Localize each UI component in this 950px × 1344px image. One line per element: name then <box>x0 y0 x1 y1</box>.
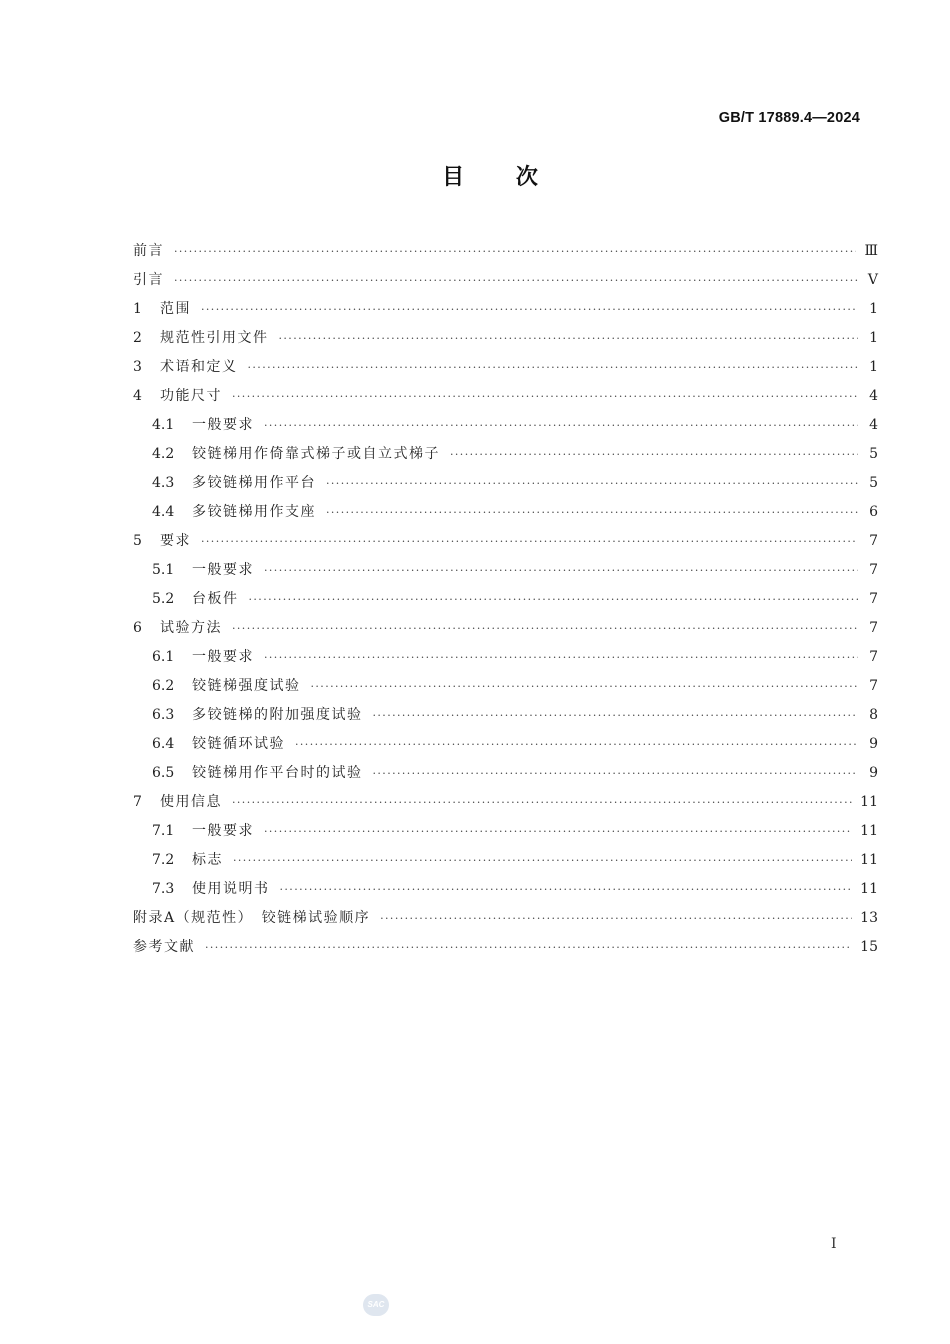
toc-entry-number: 5.1 <box>152 562 175 578</box>
toc-entry-page: 6 <box>869 504 878 520</box>
toc-entry-page: 1 <box>869 330 878 346</box>
toc-entry-number: 3 <box>133 359 142 375</box>
toc-entry-page: 8 <box>869 707 878 723</box>
toc-entry-page: Ⅴ <box>867 272 878 288</box>
toc-leader-dots <box>373 710 859 721</box>
toc-leader-dots <box>264 565 858 576</box>
toc-entry-label: 试验方法 <box>160 620 222 636</box>
toc-leader-dots <box>205 942 852 953</box>
toc-entry-number: 4.1 <box>152 417 175 433</box>
toc-leader-dots <box>279 333 859 344</box>
toc-entry-number: 4.2 <box>152 446 175 462</box>
toc-entry[interactable] <box>133 675 878 704</box>
toc-entry[interactable] <box>133 617 878 646</box>
toc-leader-dots <box>248 362 859 373</box>
toc-entry-label: 参考文献 <box>133 939 195 955</box>
toc-entry-label: 范围 <box>160 301 191 317</box>
toc-entry[interactable] <box>133 356 878 385</box>
toc-entry[interactable] <box>133 820 878 849</box>
toc-entry-label: 一般要求 <box>192 562 254 578</box>
toc-entry-label: 铰链梯用作平台时的试验 <box>192 765 363 781</box>
toc-entry-page: 1 <box>869 301 878 317</box>
toc-entry-page: 11 <box>860 823 878 839</box>
toc-entry-page: 1 <box>869 359 878 375</box>
toc-leader-dots <box>326 478 858 489</box>
toc-entry[interactable] <box>133 472 878 501</box>
toc-entry[interactable] <box>133 791 878 820</box>
toc-entry-page: 7 <box>869 678 878 694</box>
toc-entry[interactable] <box>133 501 878 530</box>
toc-entry-number: 7.1 <box>152 823 175 839</box>
toc-entry-page: 4 <box>869 417 878 433</box>
toc-entry-page: 9 <box>869 736 878 752</box>
toc-entry-label: 多铰链梯的附加强度试验 <box>192 707 363 723</box>
toc-entry-number: 7 <box>133 794 142 810</box>
toc-entry-label: 要求 <box>160 533 191 549</box>
toc-entry[interactable] <box>133 646 878 675</box>
toc-entry[interactable] <box>133 588 878 617</box>
toc-entry-number: 2 <box>133 330 142 346</box>
toc-entry-number: 7.3 <box>152 881 175 897</box>
toc-entry-label: 使用信息 <box>160 794 222 810</box>
toc-entry-label: 多铰链梯用作支座 <box>192 504 316 520</box>
toc-entry[interactable] <box>133 327 878 356</box>
toc-leader-dots <box>174 275 858 286</box>
toc-entry-label: 铰链梯强度试验 <box>192 678 301 694</box>
toc-entry-label: 一般要求 <box>192 417 254 433</box>
standard-code: GB/T 17889.4—2024 <box>718 110 860 126</box>
toc-entry-number: 6 <box>133 620 142 636</box>
toc-entry-number: 6.2 <box>152 678 175 694</box>
toc-entry-page: 7 <box>869 591 878 607</box>
toc-entry-page: 5 <box>869 446 878 462</box>
toc-entry-number: 4.4 <box>152 504 175 520</box>
toc-entry-label: 铰链梯用作倚靠式梯子或自立式梯子 <box>192 446 440 462</box>
toc-leader-dots <box>201 304 858 315</box>
page-title: 目 次 <box>442 165 538 190</box>
toc-leader-dots <box>373 768 859 779</box>
toc-entry[interactable] <box>133 269 878 298</box>
toc-leader-dots <box>450 449 858 460</box>
toc-entry-page: 11 <box>860 881 878 897</box>
toc-entry-number: 5 <box>133 533 142 549</box>
toc-leader-dots <box>201 536 858 547</box>
toc-entry-page: 11 <box>860 852 878 868</box>
toc-leader-dots <box>380 913 852 924</box>
toc-leader-dots <box>264 652 858 663</box>
toc-entry-label: 引言 <box>133 272 164 288</box>
toc-entry-page: 5 <box>869 475 878 491</box>
toc-entry-number: 4 <box>133 388 142 404</box>
toc-leader-dots <box>295 739 858 750</box>
toc-entry-label: 一般要求 <box>192 649 254 665</box>
toc-leader-dots <box>232 797 852 808</box>
toc-entry-label: 多铰链梯用作平台 <box>192 475 316 491</box>
toc-leader-dots <box>174 246 856 257</box>
toc-entry-label: 使用说明书 <box>192 881 270 897</box>
toc-entry[interactable] <box>133 443 878 472</box>
sac-logo-icon: SAC <box>363 1294 389 1316</box>
toc-entry-page: 15 <box>860 939 878 955</box>
toc-entry-label: 功能尺寸 <box>160 388 222 404</box>
toc-entry-number: 6.3 <box>152 707 175 723</box>
toc-entry-page: 11 <box>860 794 878 810</box>
toc-entry[interactable] <box>133 733 878 762</box>
toc-entry[interactable] <box>133 298 878 327</box>
toc-entry[interactable] <box>133 762 878 791</box>
table-of-contents <box>133 240 878 965</box>
toc-entry-label: 标志 <box>192 852 223 868</box>
toc-leader-dots <box>264 826 852 837</box>
toc-entry-label: 台板件 <box>192 591 239 607</box>
toc-entry[interactable] <box>133 907 878 936</box>
toc-leader-dots <box>311 681 859 692</box>
toc-entry-number: 1 <box>133 301 142 317</box>
toc-leader-dots <box>249 594 859 605</box>
toc-entry-page: 7 <box>869 620 878 636</box>
toc-entry[interactable] <box>133 936 878 965</box>
toc-entry-page: 13 <box>860 910 878 926</box>
toc-entry-number: 6.4 <box>152 736 175 752</box>
toc-entry[interactable] <box>133 530 878 559</box>
toc-entry-number: 6.1 <box>152 649 175 665</box>
toc-entry-label: 一般要求 <box>192 823 254 839</box>
toc-leader-dots <box>232 623 858 634</box>
toc-entry-number: 7.2 <box>152 852 175 868</box>
toc-entry-label: 规范性引用文件 <box>160 330 269 346</box>
toc-entry[interactable] <box>133 704 878 733</box>
toc-entry-page: 7 <box>869 562 878 578</box>
toc-leader-dots <box>264 420 858 431</box>
toc-entry-page: 7 <box>869 649 878 665</box>
toc-entry[interactable] <box>133 414 878 443</box>
toc-entry-number: 5.2 <box>152 591 175 607</box>
toc-entry-page: 7 <box>869 533 878 549</box>
page-number: Ⅰ <box>831 1236 837 1252</box>
toc-entry-number: 6.5 <box>152 765 175 781</box>
toc-entry-number: 4.3 <box>152 475 175 491</box>
toc-entry-page: 9 <box>869 765 878 781</box>
toc-entry-label: 术语和定义 <box>160 359 238 375</box>
toc-entry-page: Ⅲ <box>864 243 878 259</box>
toc-entry[interactable] <box>133 240 878 269</box>
toc-entry-label: 附录A（规范性） 铰链梯试验顺序 <box>133 910 371 926</box>
toc-entry-label: 铰链循环试验 <box>192 736 285 752</box>
toc-leader-dots <box>232 391 858 402</box>
toc-entry[interactable] <box>133 849 878 878</box>
toc-leader-dots <box>326 507 858 518</box>
toc-entry[interactable] <box>133 385 878 414</box>
toc-entry-label: 前言 <box>133 243 164 259</box>
toc-entry[interactable] <box>133 559 878 588</box>
toc-entry-page: 4 <box>869 388 878 404</box>
toc-leader-dots <box>233 855 852 866</box>
toc-leader-dots <box>280 884 853 895</box>
toc-entry[interactable] <box>133 878 878 907</box>
